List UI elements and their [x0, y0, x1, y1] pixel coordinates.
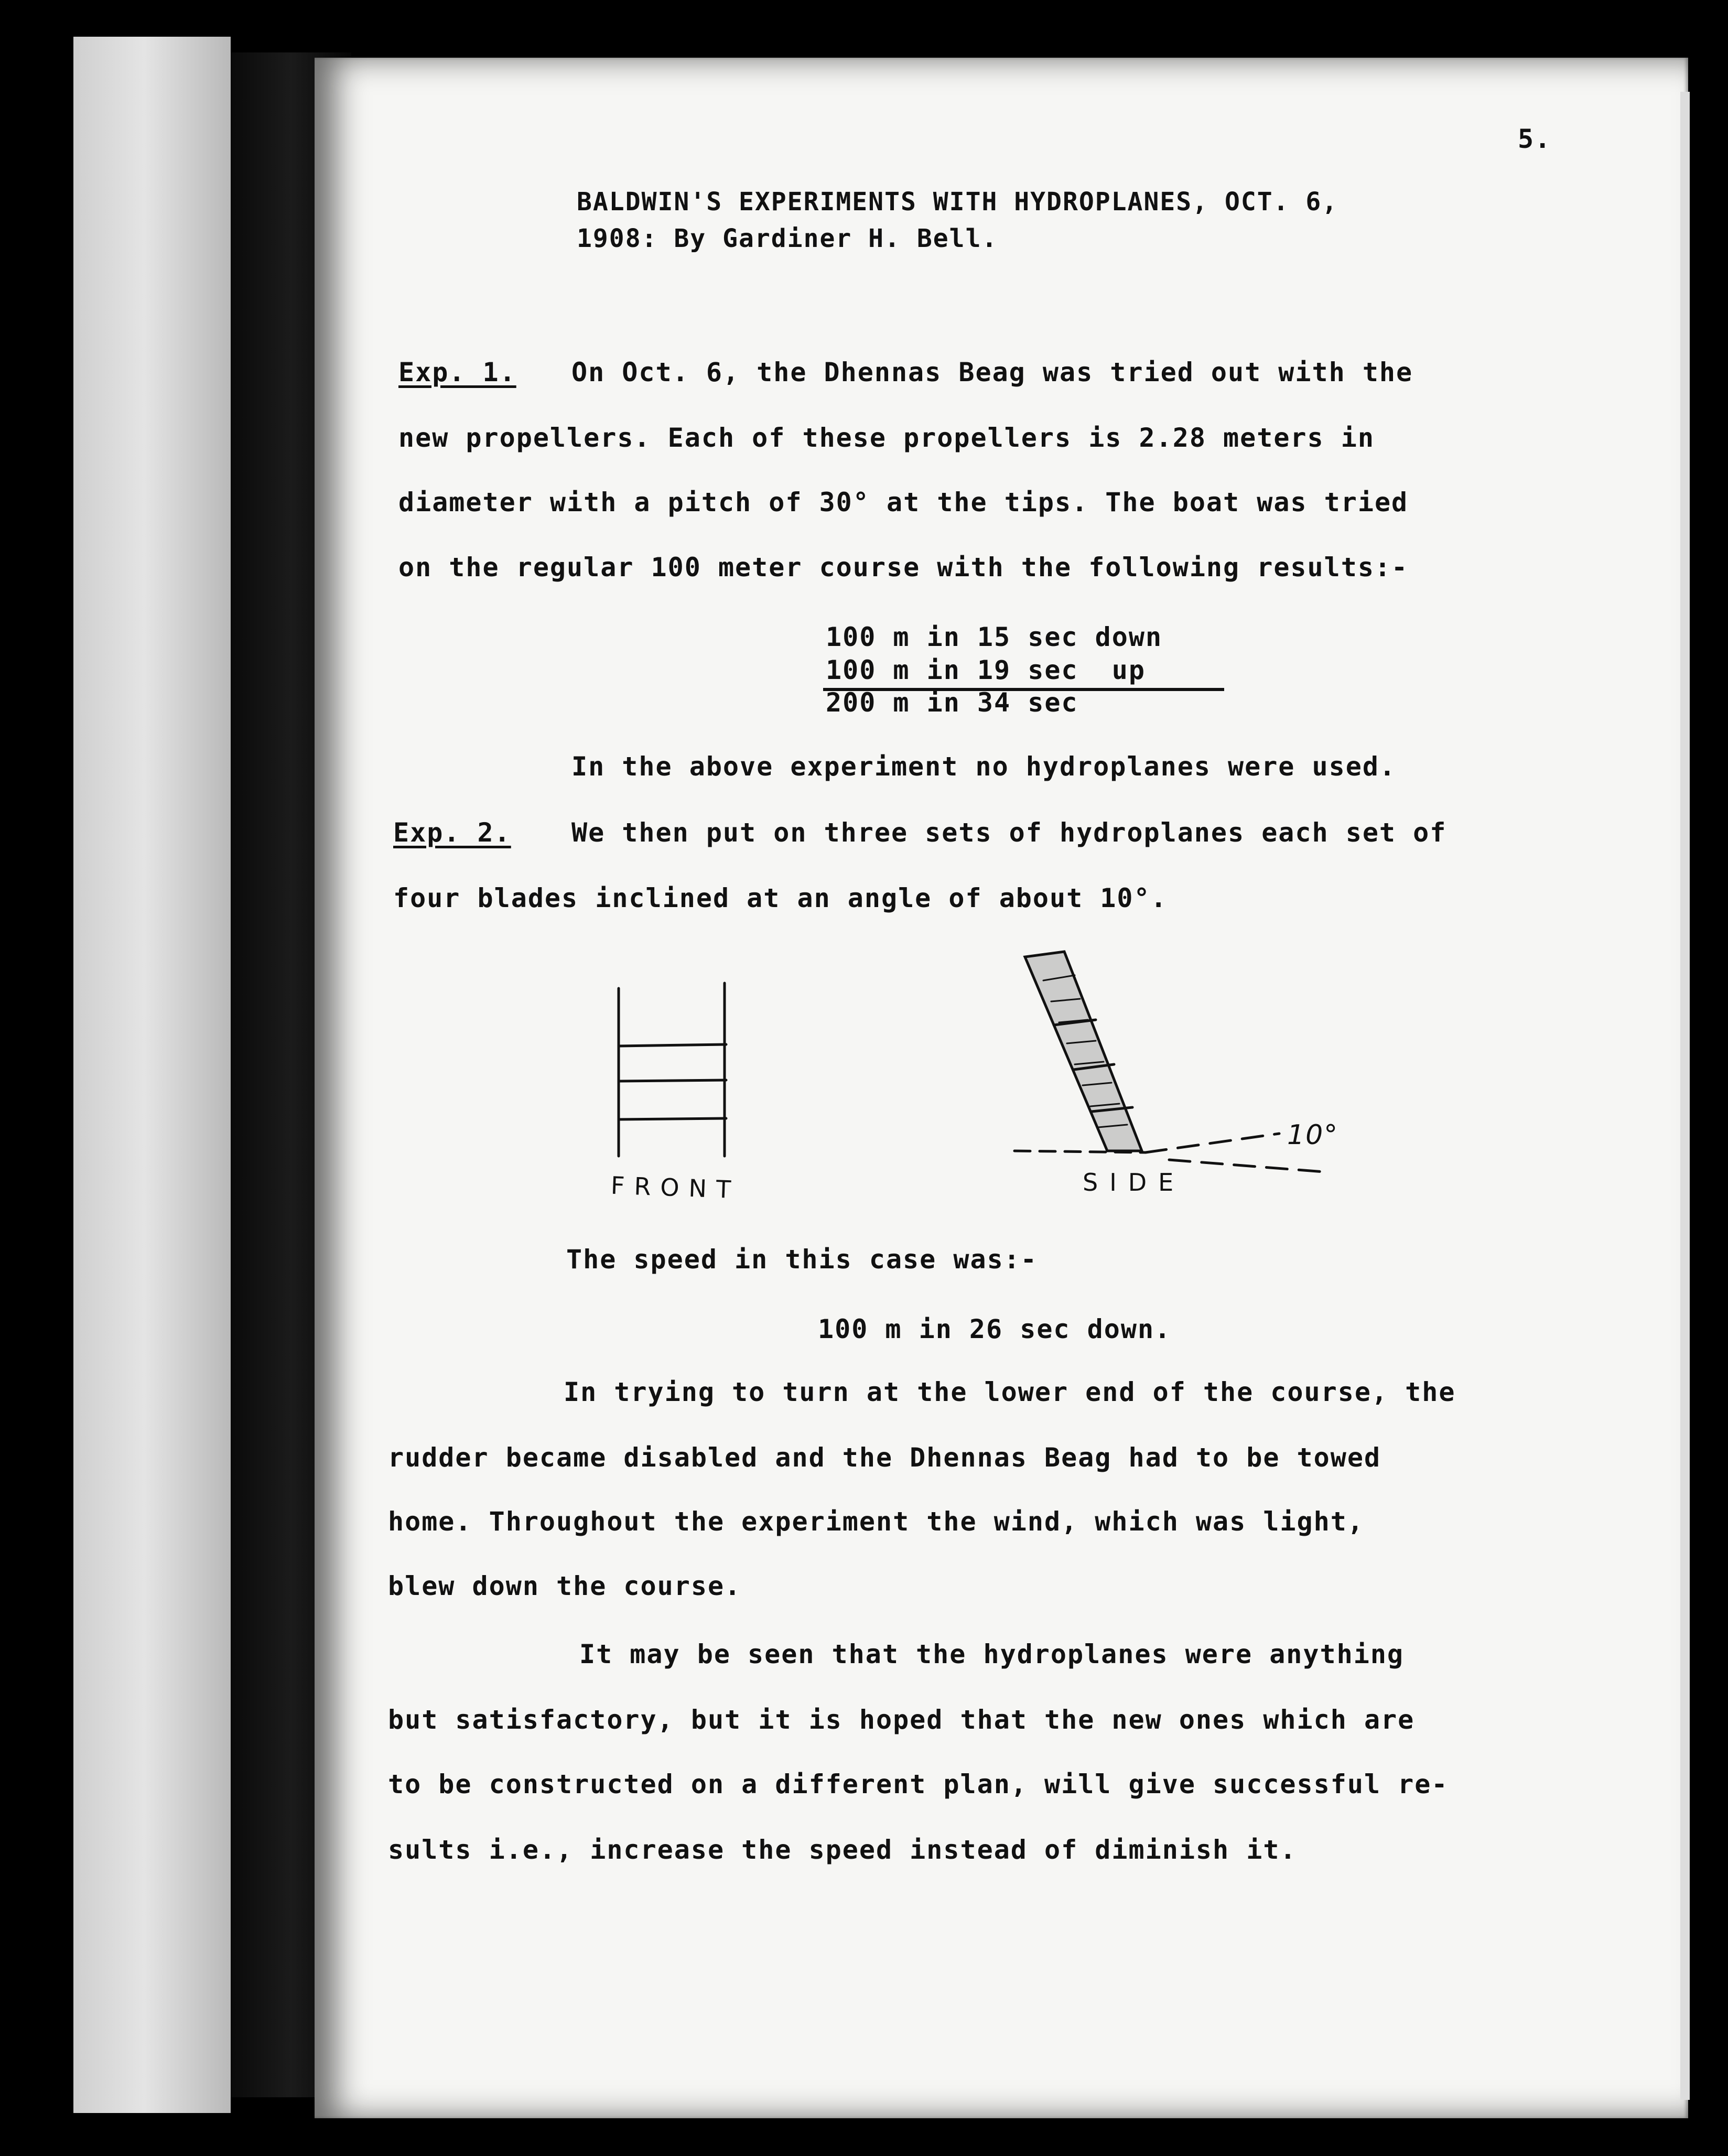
result-row-3: 200 m in 34 sec	[826, 687, 1078, 718]
exp1-line-4: on the regular 100 meter course with the following results:-	[398, 552, 1409, 583]
side-view-drawing	[1014, 952, 1324, 1172]
exp1-label: Exp. 1.	[398, 357, 516, 387]
exp1-line-1: On Oct. 6, the Dhennas Beag was tried out with the	[571, 357, 1413, 387]
exp2-line-1: We then put on three sets of hydroplanes each set of	[571, 817, 1447, 848]
document-title-line-1: BALDWIN'S EXPERIMENTS WITH HYDROPLANES, OCT. 6,	[577, 187, 1338, 217]
speed-intro: The speed in this case was:-	[566, 1244, 1038, 1275]
para3-line-4: blew down the course.	[388, 1571, 742, 1601]
para3-line-1: In trying to turn at the lower end of the course, the	[564, 1377, 1456, 1407]
side-label: SIDE	[1083, 1168, 1185, 1196]
para3-line-3: home. Throughout the experiment the wind, which was light,	[388, 1506, 1364, 1537]
para3-line-2: rudder became disabled and the Dhennas Beag had to be towed	[388, 1442, 1381, 1473]
exp1-line-3: diameter with a pitch of 30° at the tips. The boat was tried	[398, 487, 1409, 518]
speed-value: 100 m in 26 sec down.	[818, 1314, 1172, 1344]
exp2-line-2: four blades inclined at an angle of about 10°.	[393, 883, 1168, 913]
exp2-label: Exp. 2.	[393, 817, 511, 848]
result-row-1: 100 m in 15 sec down	[826, 622, 1163, 652]
para4-line-1: It may be seen that the hydroplanes were anything	[579, 1639, 1405, 1669]
para4-line-4: sults i.e., increase the speed instead of diminish it.	[388, 1835, 1297, 1865]
front-view-drawing	[619, 983, 726, 1156]
front-label: FRONT	[610, 1171, 741, 1204]
document-title-line-2: 1908: By Gardiner H. Bell.	[577, 224, 998, 253]
exp1-note: In the above experiment no hydroplanes were used.	[571, 751, 1397, 782]
para4-line-3: to be constructed on a different plan, will give successful re-	[388, 1769, 1449, 1799]
para4-line-2: but satisfactory, but it is hoped that the new ones which are	[388, 1705, 1415, 1735]
angle-label: 10°	[1287, 1119, 1339, 1151]
page-number: 5.	[1518, 124, 1552, 154]
exp1-line-2: new propellers. Each of these propellers is 2.28 meters in	[398, 423, 1375, 453]
result-row-2: 100 m in 19 sec up	[826, 655, 1146, 685]
